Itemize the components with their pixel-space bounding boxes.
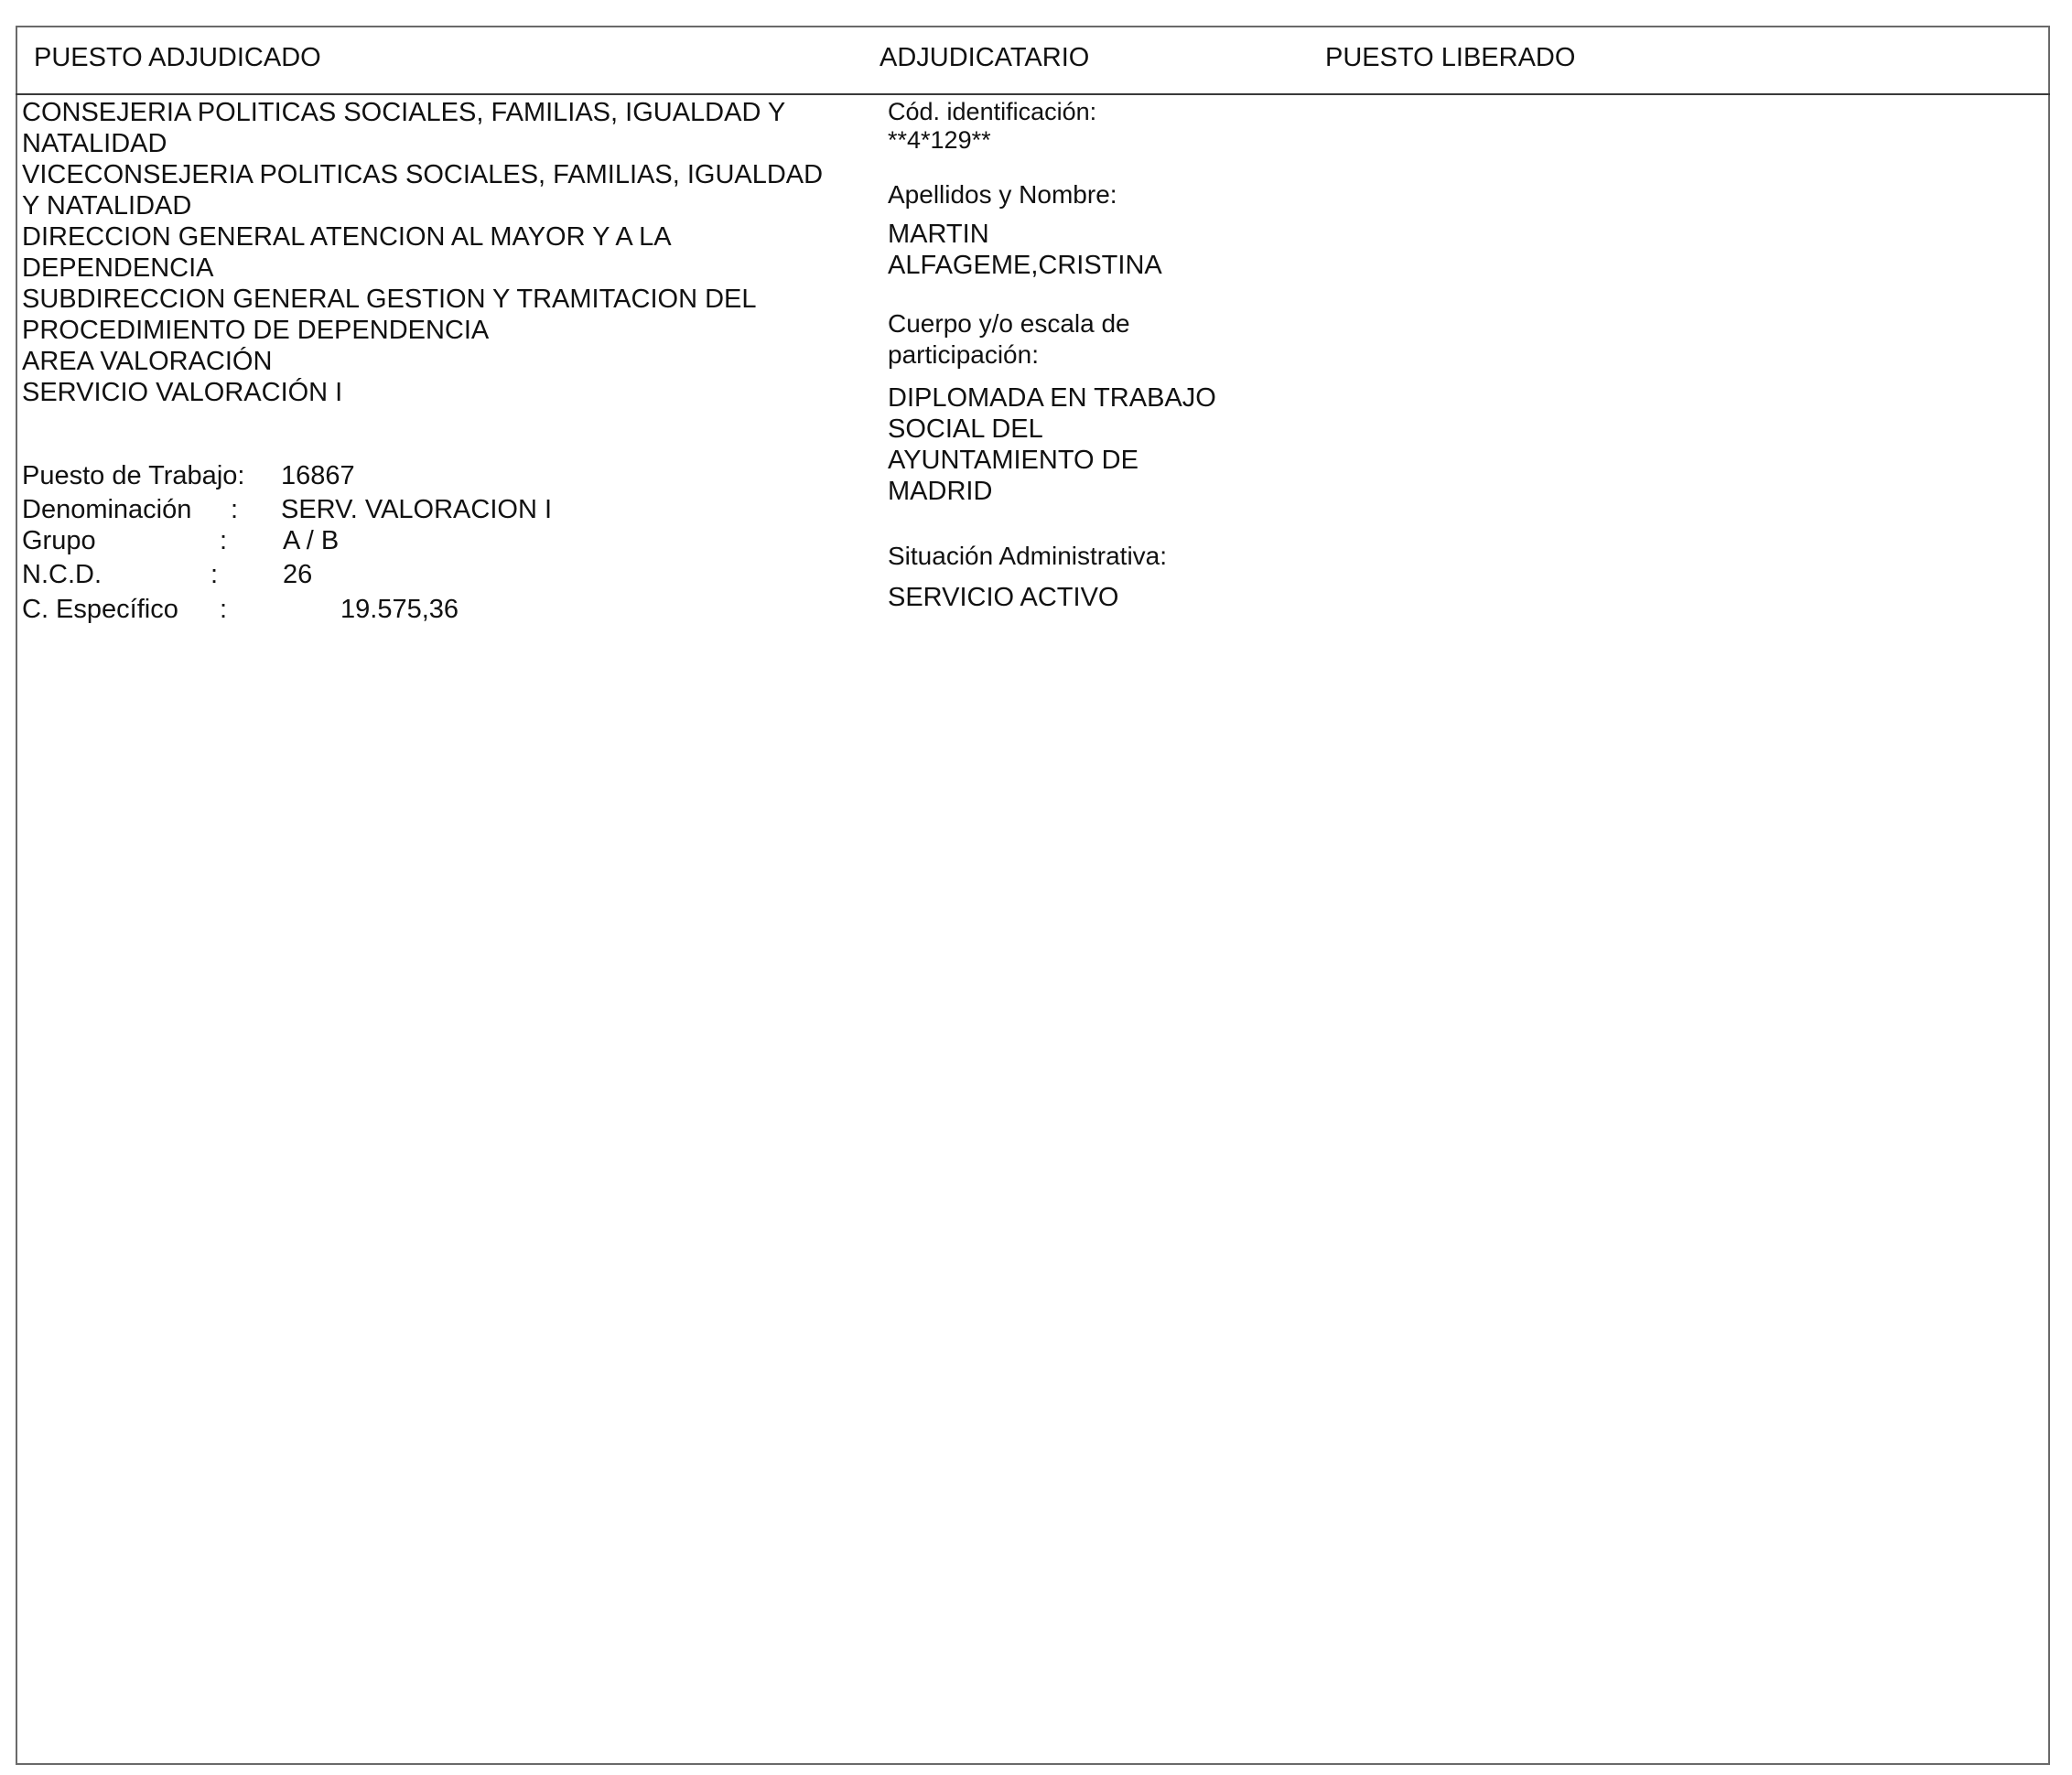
header-divider bbox=[16, 93, 2050, 95]
org-line: PROCEDIMIENTO DE DEPENDENCIA bbox=[22, 316, 490, 345]
header-puesto-adjudicado: PUESTO ADJUDICADO bbox=[34, 43, 321, 72]
cuerpo-value-line: MADRID bbox=[888, 477, 993, 506]
especifico-value: 19.575,36 bbox=[340, 595, 459, 624]
org-line: CONSEJERIA POLITICAS SOCIALES, FAMILIAS, IGUALDAD Y bbox=[22, 98, 786, 127]
ncd-colon: : bbox=[210, 560, 219, 589]
org-line: SUBDIRECCION GENERAL GESTION Y TRAMITACION DEL bbox=[22, 285, 757, 314]
cod-value: **4*129** bbox=[888, 126, 991, 154]
cuerpo-value-line: AYUNTAMIENTO DE bbox=[888, 446, 1139, 475]
ncd-label: N.C.D. bbox=[22, 560, 102, 589]
puesto-value: 16867 bbox=[281, 461, 355, 490]
org-line: Y NATALIDAD bbox=[22, 191, 192, 221]
especifico-colon: : bbox=[220, 595, 228, 624]
org-line: SERVICIO VALORACIÓN I bbox=[22, 378, 343, 407]
org-line: DIRECCION GENERAL ATENCION AL MAYOR Y A LA bbox=[22, 222, 672, 252]
nombre-line: ALFAGEME,CRISTINA bbox=[888, 251, 1162, 280]
denominacion-value: SERV. VALORACION I bbox=[281, 495, 553, 524]
cod-label: Cód. identificación: bbox=[888, 98, 1097, 125]
header-adjudicatario: ADJUDICATARIO bbox=[880, 43, 1090, 72]
grupo-label: Grupo bbox=[22, 526, 96, 555]
org-line: NATALIDAD bbox=[22, 129, 167, 158]
org-line: VICECONSEJERIA POLITICAS SOCIALES, FAMILIAS, IGUALDAD bbox=[22, 160, 824, 189]
denominacion-colon: : bbox=[231, 495, 239, 524]
nombre-line: MARTIN bbox=[888, 220, 989, 249]
grupo-colon: : bbox=[220, 526, 228, 555]
denominacion-label: Denominación bbox=[22, 495, 192, 524]
org-line: AREA VALORACIÓN bbox=[22, 347, 273, 376]
especifico-label: C. Específico bbox=[22, 595, 178, 624]
header-puesto-liberado: PUESTO LIBERADO bbox=[1325, 43, 1576, 72]
cuerpo-value-line: SOCIAL DEL bbox=[888, 414, 1043, 444]
puesto-label: Puesto de Trabajo: bbox=[22, 461, 245, 490]
cuerpo-label: participación: bbox=[888, 340, 1039, 369]
situacion-label: Situación Administrativa: bbox=[888, 542, 1168, 570]
situacion-value: SERVICIO ACTIVO bbox=[888, 583, 1119, 612]
org-line: DEPENDENCIA bbox=[22, 253, 214, 283]
grupo-value: A / B bbox=[283, 526, 340, 555]
cuerpo-label: Cuerpo y/o escala de bbox=[888, 309, 1130, 338]
nombre-label: Apellidos y Nombre: bbox=[888, 180, 1117, 209]
ncd-value: 26 bbox=[283, 560, 313, 589]
cuerpo-value-line: DIPLOMADA EN TRABAJO bbox=[888, 383, 1216, 413]
